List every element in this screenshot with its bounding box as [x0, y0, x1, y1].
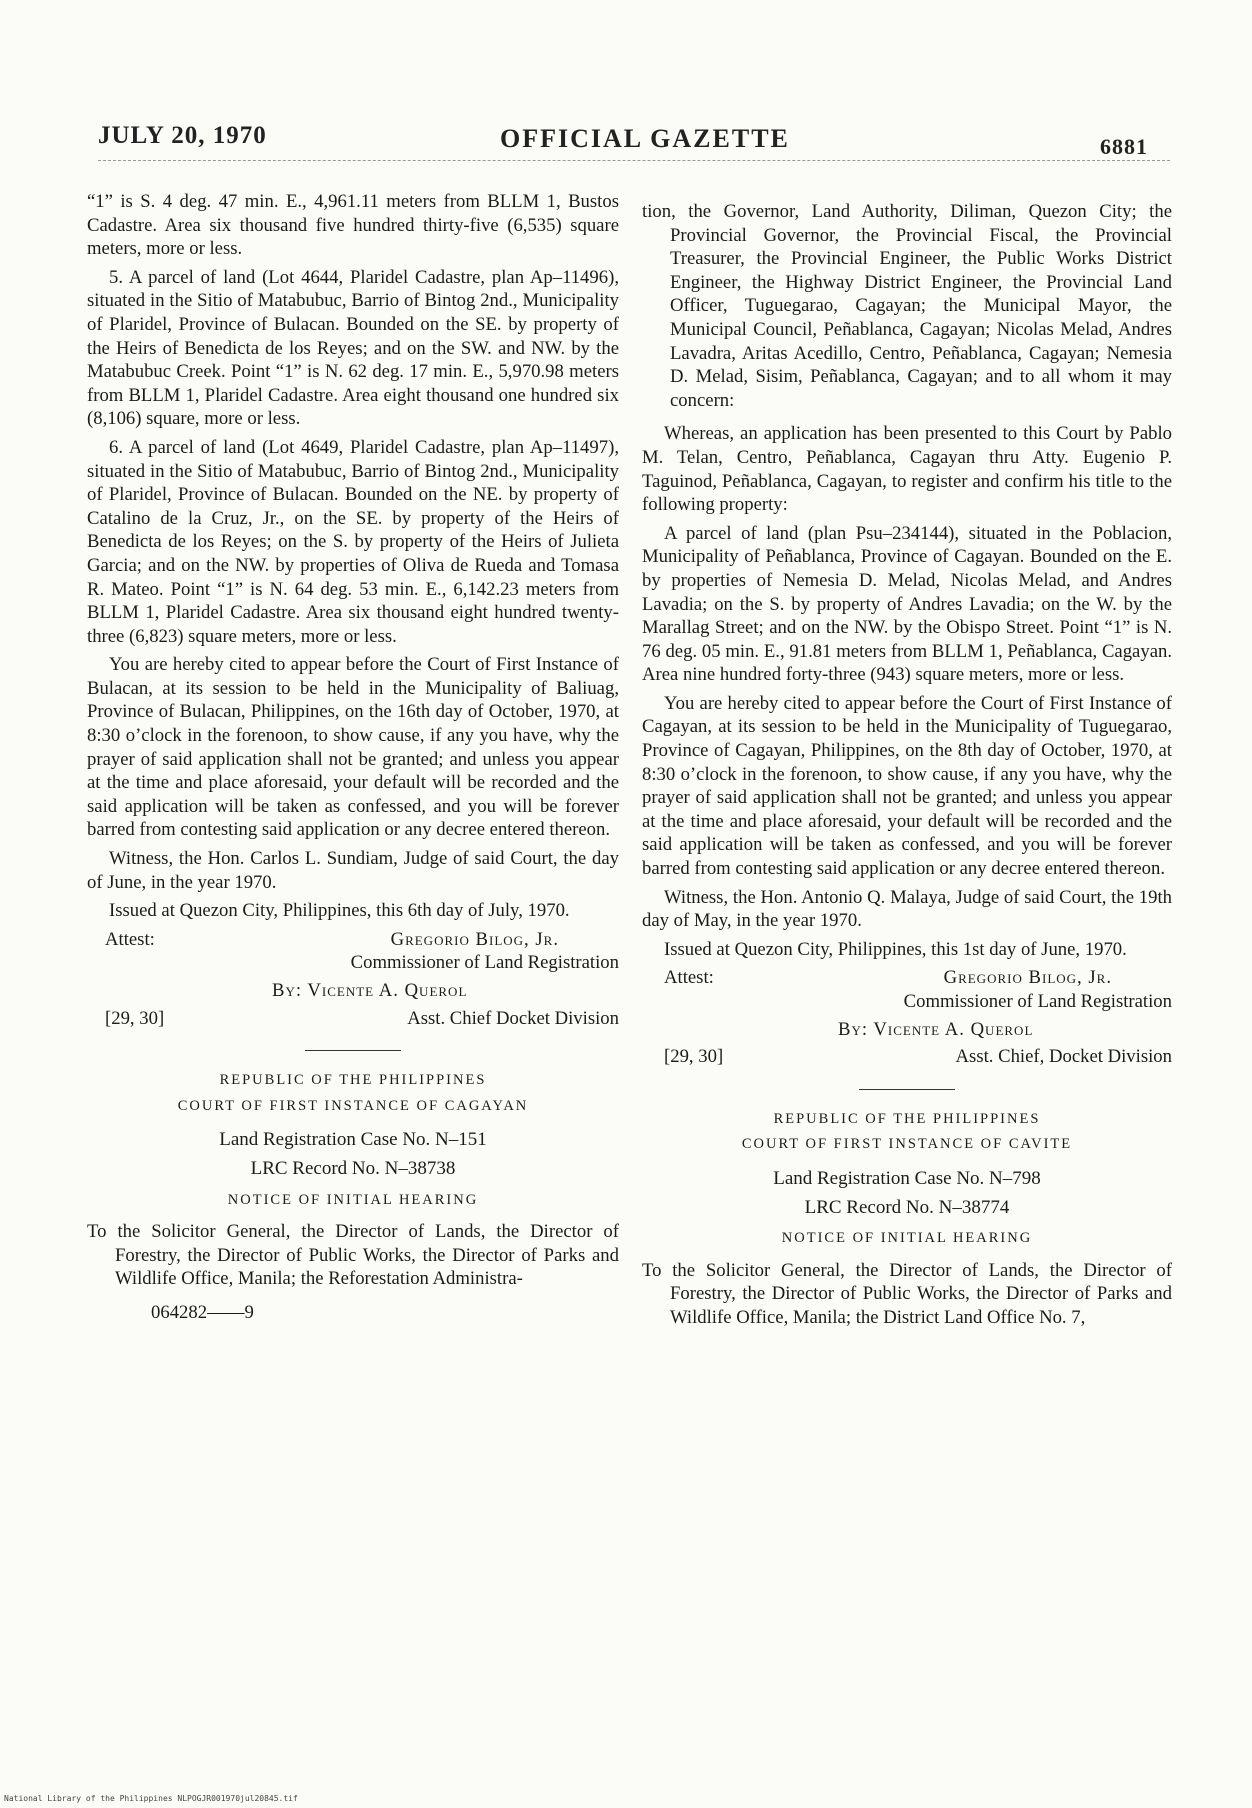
notice-court: COURT OF FIRST INSTANCE OF CAVITE — [741, 1136, 1073, 1153]
signer-name: By: Vicente A. Querol — [838, 1018, 1034, 1040]
paragraph: Whereas, an application has been presented to this Court by Pablo M. Telan, Centro, Peñablanca, Cagayan thru Atty. Eugenio P. Taguinod, Peñablanca, Cagayan, to register and confirm his title to the following property: — [642, 423, 1172, 516]
case-number: Land Registration Case No. N–798 — [773, 1167, 1041, 1189]
paragraph: tion, the Governor, Land Authority, Diliman, Quezon City; the Provincial Governor, the Provincial Fiscal, the Provincial Treasurer, the Provincial Engineer, the Public Works District Engineer, the Highway District Engineer, the Provincial Land Officer, Tuguegarao, Cagayan; the Municipal Mayor, the Municipal Council, Peñablanca, Cagayan; Nicolas Melad, Andres Lavadra, Aritas Acedillo, Centro, Peñablanca, Cagayan; Nemesia D. Melad, Sisim, Peñablanca, Cagayan; and to all whom it may concern: — [642, 201, 1172, 411]
paragraph: 6. A parcel of land (Lot 4649, Plaridel Cadastre, plan Ap–11497), situated in the Sitio of Matabubuc, Barrio of Bintog 2nd., Municipality of Plaridel, Province of Bulacan. Bounded on the NE. by property of Catalino de la Cruz, Jr., on the SE. by property of the Heirs of Benedicta de los Reyes; on the S. by property of the Heirs of Julieta Garcia; and on the NW. by properties of Oliva de Rueda and Tomasa R. Mateo. Point “1” is N. 64 deg. 53 min. E., 6,142.23 meters from BLLM 1, Plaridel Cadastre. Area six thousand eight hundred twenty-three (6,823) square meters, more or less. — [87, 436, 619, 647]
paragraph: Witness, the Hon. Antonio Q. Malaya, Judge of said Court, the 19th day of May, in the year 1970. — [642, 886, 1172, 932]
notice-court: COURT OF FIRST INSTANCE OF CAGAYAN — [177, 1097, 529, 1114]
scan-footer: National Library of the Philippines NLPOGJR001970jul20845.tif — [4, 1794, 298, 1803]
paragraph: 5. A parcel of land (Lot 4644, Plaridel Cadastre, plan Ap–11496), situated in the Sitio of Matabubuc, Barrio of Bintog 2nd., Municipality of Plaridel, Province of Bulacan. Bounded on the SE. by property of the Heirs of Benedicta de los Reyes; and on the SW. and NW. by the Matabubuc Creek. Point “1” is N. 62 deg. 17 min. E., 5,970.98 meters from BLLM 1, Plaridel Cadastre. Area eight thousand one hundred six (8,106) square, more or less. — [87, 266, 619, 430]
section-divider — [859, 1089, 955, 1090]
issue-reference: [29, 30] — [664, 1046, 724, 1068]
section-divider — [305, 1050, 401, 1051]
notice-heading: NOTICE OF INITIAL HEARING — [227, 1191, 479, 1208]
paragraph: Issued at Quezon City, Philippines, this 6th day of July, 1970. — [109, 900, 570, 922]
attest-label: Attest: — [664, 967, 714, 989]
attest-label: Attest: — [105, 928, 155, 950]
paragraph: You are hereby cited to appear before the Court of First Instance of Cagayan, at its session to be held in the Municipality of Tuguegarao, Province of Cagayan, Philippines, on the 8th day of October, 1970, at 8:30 o’clock in the forenoon, to show cause, if any you have, why the prayer of said application shall not be granted; and unless you appear at the time and place aforesaid, your default will be recorded and the said application will be taken as confessed, and you will be forever barred from contesting said application or any decree entered thereon. — [642, 692, 1172, 880]
print-reference-number: 064282——9 — [151, 1301, 254, 1323]
signer-name: By: Vicente A. Querol — [272, 980, 468, 1001]
paragraph: “1” is S. 4 deg. 47 min. E., 4,961.11 meters from BLLM 1, Bustos Cadastre. Area six thousand five hundred thirty-five (6,535) square meters, more or less. — [87, 191, 619, 260]
publication-title: OFFICIAL GAZETTE — [500, 124, 790, 153]
paragraph: A parcel of land (plan Psu–234144), situated in the Poblacion, Municipality of Peñablanca, Province of Cagayan. Bounded on the E. by properties of Nemesia D. Melad, Nicolas Melad, and Andres Lavadia; on the S. by property of Andres Lavadia; on the W. by the Marallag Street; and on the NW. by the Obispo Street. Point “1” is N. 76 deg. 05 min. E., 91.81 meters from BLLM 1, Peñablanca, Cagayan. Area nine hundred forty-three (943) square meters, more or less. — [642, 522, 1172, 686]
notice-heading: NOTICE OF INITIAL HEARING — [781, 1230, 1033, 1247]
paragraph: You are hereby cited to appear before the Court of First Instance of Bulacan, at its session to be held in the Municipality of Baliuag, Province of Bulacan, Philippines, on the 16th day of October, 1970, at 8:30 o’clock in the forenoon, to show cause, if any you have, why the prayer of said application shall not be granted; and unless you appear at the time and place aforesaid, your default will be recorded and the said application will be taken as confessed, and you will be forever barred from contesting said application or any decree entered thereon. — [87, 654, 619, 841]
notice-section — [642, 1108, 1172, 1330]
paragraph: Issued at Quezon City, Philippines, this 1st day of June, 1970. — [664, 938, 1127, 960]
notice-republic: REPUBLIC OF THE PHILIPPINES — [773, 1110, 1041, 1127]
signer-name: Gregorio Bilog, Jr. — [390, 928, 559, 950]
record-number: LRC Record No. N–38774 — [804, 1196, 1010, 1218]
signer-name: Gregorio Bilog, Jr. — [943, 967, 1112, 989]
paragraph: Witness, the Hon. Carlos L. Sundiam, Judge of said Court, the day of June, in the year 1970. — [87, 848, 619, 893]
page-number: 6881 — [1100, 134, 1148, 159]
signature-block — [642, 966, 1172, 1068]
notice-section — [87, 1069, 619, 1324]
record-number: LRC Record No. N–38738 — [250, 1157, 456, 1179]
left-column — [87, 190, 619, 1325]
issue-reference: [29, 30] — [105, 1007, 165, 1029]
notice-republic: REPUBLIC OF THE PHILIPPINES — [219, 1072, 487, 1089]
notice-body: To the Solicitor General, the Director of Lands, the Director of Forestry, the Director of Public Works, the Director of Parks and Wildlife Office, Manila; the District Land Office No. 7, — [642, 1259, 1172, 1328]
signer-title: Commissioner of Land Registration — [350, 952, 619, 974]
signature-block — [87, 928, 619, 1030]
signer-title: Commissioner of Land Registration — [903, 991, 1172, 1012]
notice-body: To the Solicitor General, the Director of Lands, the Director of Forestry, the Director of Public Works, the Director of Parks and Wildlife Office, Manila; the Reforestation Administra- — [87, 1221, 619, 1290]
issue-date: JULY 20, 1970 — [98, 122, 267, 149]
header-rule — [98, 160, 1170, 161]
signer-title: Asst. Chief Docket Division — [407, 1007, 619, 1029]
case-number: Land Registration Case No. N–151 — [219, 1129, 487, 1151]
right-column — [642, 200, 1172, 1335]
signer-title: Asst. Chief, Docket Division — [955, 1046, 1172, 1068]
